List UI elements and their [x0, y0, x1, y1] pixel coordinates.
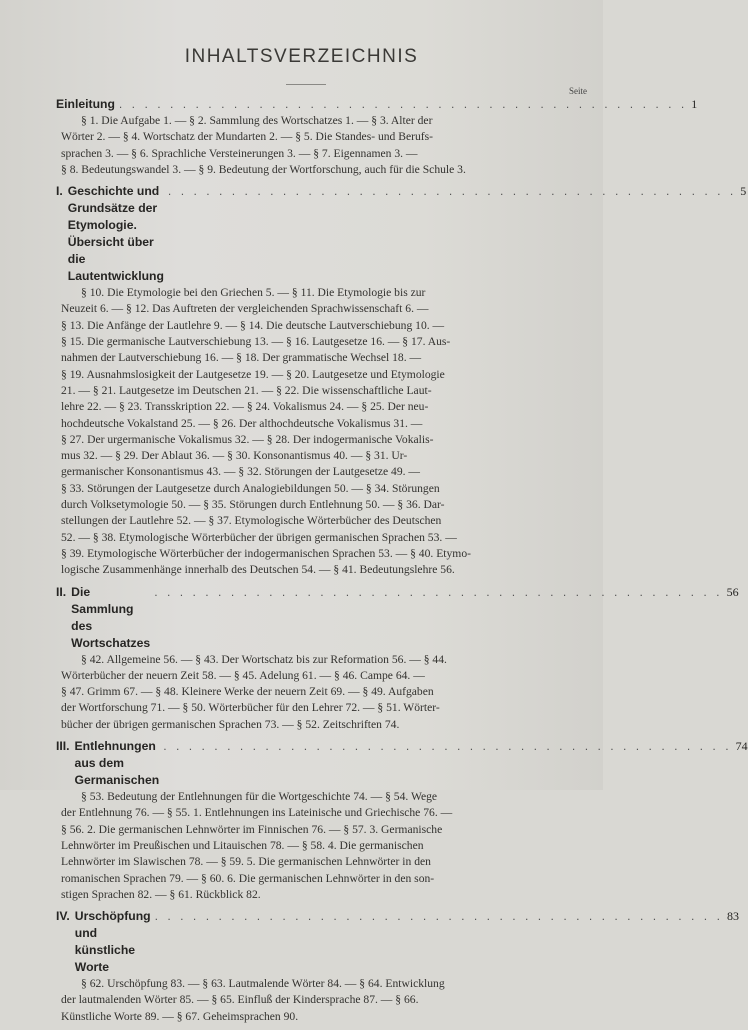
entry-line: § 56. 2. Die germanischen Lehnwörter im Finnischen 76. — § 57. 3. Germanische — [61, 822, 443, 836]
entry-line: § 47. Grimm 67. — § 48. Kleinere Werke der neuern Zeit 69. — § 49. Aufgaben — [61, 685, 434, 699]
section-entries — [61, 976, 574, 1025]
toc-section — [56, 584, 739, 733]
section-heading — [56, 96, 698, 113]
entry-line: der Entlehnung 76. — § 55. 1. Entlehnungen ins Lateinische und Griechische 76. — — [61, 806, 453, 820]
toc-section — [56, 96, 698, 178]
entry-line: Neuzeit 6. — § 12. Das Auftreten der vergleichenden Sprachwissenschaft 6. — — [61, 302, 429, 316]
toc-section — [56, 183, 747, 578]
section-number: II. — [56, 584, 67, 599]
entry-line: § 33. Störungen der Lautgesetze durch Analogiebildungen 50. — § 34. Störungen — [61, 481, 440, 495]
entry-line: sprachen 3. — § 6. Sprachliche Versteinerungen 3. — § 7. Eigennamen 3. — — [61, 146, 418, 160]
section-entries — [61, 789, 574, 903]
toc-section — [56, 738, 748, 903]
section-title: Einleitung — [56, 97, 115, 111]
entry-line: germanischer Konsonantismus 43. — § 32. Störungen der Lautgesetze 49. — — [61, 465, 421, 479]
entry-line: Wörterbücher der neuern Zeit 58. — § 45. Adelung 61. — § 46. Campe 64. — — [61, 668, 425, 682]
section-heading — [56, 584, 739, 652]
entry-line: bücher der übrigen germanischen Sprachen 73. — § 52. Zeitschriften 74. — [61, 717, 400, 731]
entry-line: romanischen Sprachen 79. — § 60. 6. Die germanischen Lehnwörter in den son- — [61, 871, 435, 885]
title-rule — [286, 84, 326, 85]
section-heading — [56, 738, 748, 789]
section-number: III. — [56, 739, 70, 754]
entry-line: Lehnwörter im Slawischen 78. — § 59. 5. Die germanischen Lehnwörter in den — [61, 855, 431, 869]
section-entries — [61, 652, 574, 733]
dot-leader: . . . . . . . . . . . . . . . . . . . . . . . . . . . . . . . . . . . . . . . . . . . . . — [154, 909, 723, 924]
entry-line: hochdeutsche Vokalstand 25. — § 26. Der althochdeutsche Vokalismus 31. — — [61, 416, 423, 430]
entry-line: § 13. Die Anfänge der Lautlehre 9. — § 14. Die deutsche Lautverschiebung 10. — — [61, 318, 445, 332]
entry-line: stigen Sprachen 82. — § 61. Rückblick 82. — [61, 887, 261, 901]
section-page-number: 74 — [735, 739, 748, 754]
section-page-number: 56 — [726, 584, 739, 599]
entry-line: § 27. Der urgermanische Vokalismus 32. — § 28. Der indogermanische Vokalis- — [61, 432, 434, 446]
section-number: IV. — [56, 909, 70, 924]
section-entries — [61, 285, 574, 578]
section-title: Geschichte und Grundsätze der Etymologie. Übersicht über die Lautentwicklung — [67, 184, 164, 284]
section-number: I. — [56, 184, 63, 199]
entry-line: durch Volksetymologie 50. — § 35. Störungen durch Entlehnung 50. — § 36. Dar- — [61, 498, 445, 512]
section-page-number: 1 — [691, 97, 698, 111]
entry-line: lehre 22. — § 23. Transskription 22. — § 24. Vokalismus 24. — § 25. Der neu- — [61, 400, 429, 414]
section-title: Urschöpfung und künstliche Worte — [74, 909, 151, 975]
entry-line: § 10. Die Etymologie bei den Griechen 5. — § 11. Die Etymologie bis zur — [81, 286, 426, 300]
section-page-number: 83 — [726, 909, 739, 924]
entry-line: Lehnwörter im Preußischen und Litauischen 78. — § 58. 4. Die germanischen — [61, 838, 424, 852]
entry-line: stellungen der Lautlehre 52. — § 37. Etymologische Wörterbücher des Deutschen — [61, 514, 442, 528]
entry-line: Wörter 2. — § 4. Wortschatz der Mundarten 2. — § 5. Die Standes- und Berufs- — [61, 130, 434, 144]
dot-leader: . . . . . . . . . . . . . . . . . . . . . . . . . . . . . . . . . . . . . . . . . . . . . — [167, 184, 737, 199]
entry-line: mus 32. — § 29. Der Ablaut 36. — § 30. Konsonantismus 40. — § 31. Ur- — [61, 449, 408, 463]
entry-line: § 53. Bedeutung der Entlehnungen für die Wortgeschichte 74. — § 54. Wege — [81, 790, 438, 804]
dot-leader: . . . . . . . . . . . . . . . . . . . . . . . . . . . . . . . . . . . . . . . . . . . . . — [118, 97, 688, 111]
entry-line: 21. — § 21. Lautgesetze im Deutschen 21. — § 22. Die wissenschaftliche Laut- — [61, 383, 432, 397]
entry-line: § 19. Ausnahmslosigkeit der Lautgesetze 19. — § 20. Lautgesetze und Etymologie — [61, 367, 445, 381]
entry-line: 52. — § 38. Etymologische Wörterbücher der übrigen germanischen Sprachen 53. — — [61, 530, 457, 544]
page-column-label: Seite — [569, 86, 587, 96]
toc-section — [56, 908, 739, 1025]
section-page-number: 5 — [740, 184, 747, 199]
page-title: INHALTSVERZEICHNIS — [184, 46, 419, 67]
entry-line: § 39. Etymologische Wörterbücher der indogermanischen Sprachen 53. — § 40. Etymo- — [61, 546, 471, 560]
section-title: Die Sammlung des Wortschatzes — [71, 584, 151, 650]
table-of-contents — [56, 96, 748, 1030]
section-entries — [61, 113, 574, 178]
section-heading — [56, 183, 747, 285]
section-heading — [56, 908, 739, 976]
entry-line: § 15. Die germanische Lautverschiebung 13. — § 16. Lautgesetze 16. — § 17. Aus- — [61, 335, 451, 349]
entry-line: Künstliche Worte 89. — § 67. Geheimsprachen 90. — [61, 1009, 299, 1023]
entry-line: der Wortforschung 71. — § 50. Wörterbücher für den Lehrer 72. — § 51. Wörter- — [61, 701, 440, 715]
entry-line: § 1. Die Aufgabe 1. — § 2. Sammlung des Wortschatzes 1. — § 3. Alter der — [81, 114, 433, 127]
entry-line: § 42. Allgemeine 56. — § 43. Der Wortschatz bis zur Reformation 56. — § 44. — [81, 652, 447, 666]
dot-leader: . . . . . . . . . . . . . . . . . . . . . . . . . . . . . . . . . . . . . . . . . . . . . — [154, 584, 723, 599]
section-title: Entlehnungen aus dem Germanischen — [74, 739, 160, 788]
dot-leader: . . . . . . . . . . . . . . . . . . . . . . . . . . . . . . . . . . . . . . . . . . . . . — [163, 739, 732, 754]
entry-line: § 8. Bedeutungswandel 3. — § 9. Bedeutung der Wortforschung, auch für die Schule 3. — [61, 162, 466, 176]
entry-line: nahmen der Lautverschiebung 16. — § 18. Der grammatische Wechsel 18. — — [61, 351, 422, 365]
entry-line: der lautmalenden Wörter 85. — § 65. Einfluß der Kindersprache 87. — § 66. — [61, 993, 419, 1007]
entry-line: logische Zusammenhänge innerhalb des Deutschen 54. — § 41. Bedeutungslehre 56. — [61, 563, 455, 577]
entry-line: § 62. Urschöpfung 83. — § 63. Lautmalende Wörter 84. — § 64. Entwicklung — [81, 977, 445, 991]
